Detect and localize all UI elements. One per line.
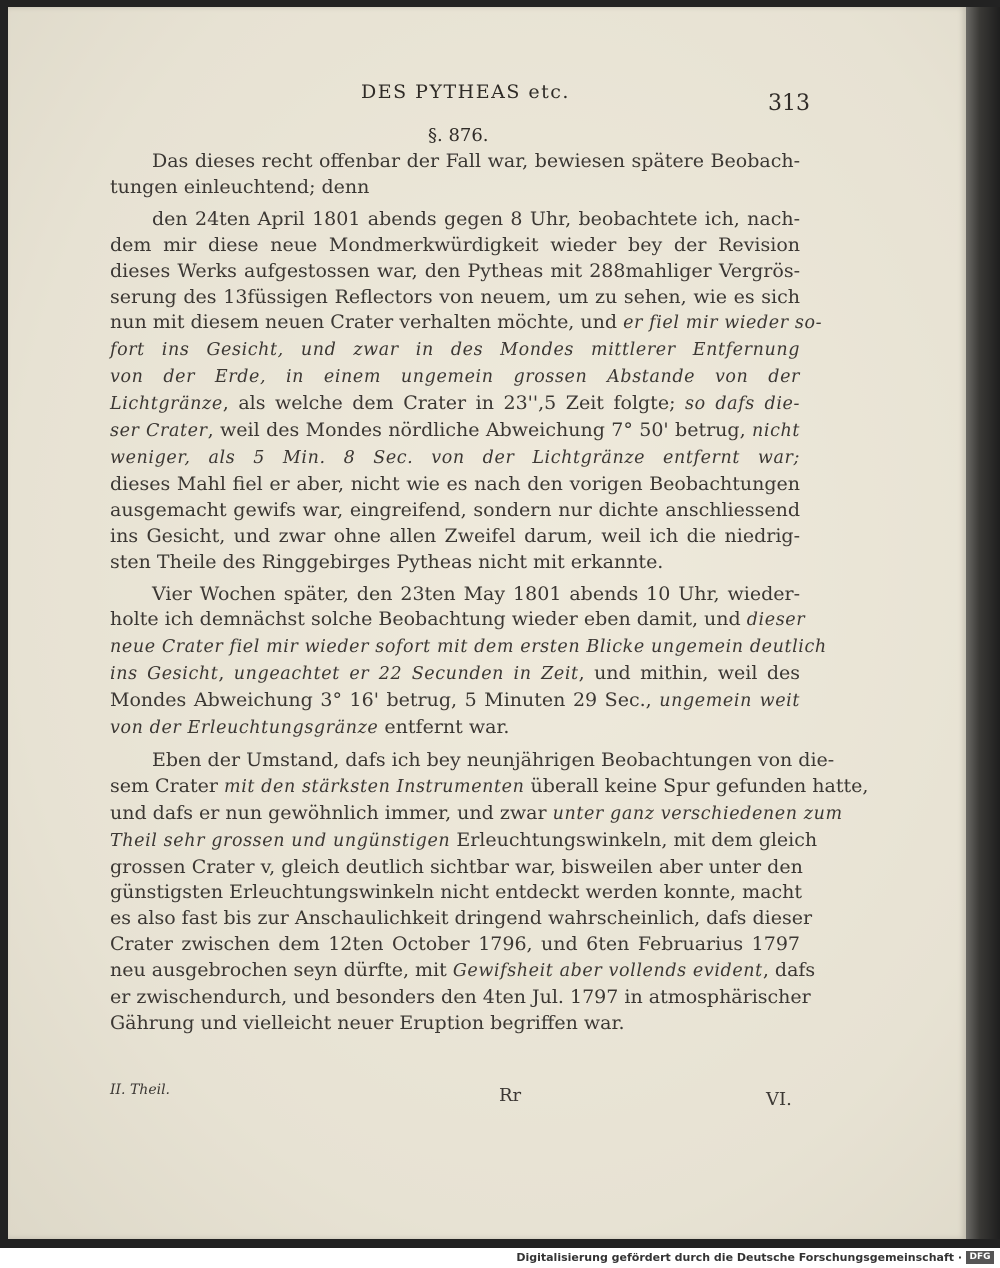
text-run: ausgemacht gewifs war, eingreifend, sondern nur dichte anschliessend — [110, 498, 800, 521]
text-run: , und mithin, weil des — [578, 662, 800, 685]
text-line — [110, 715, 800, 742]
italic-run: er fiel mir wieder so- — [623, 313, 823, 334]
paragraph — [110, 207, 823, 576]
text-run: Vier Wochen später, den 23ten May 1801 abends 10 Uhr, wieder- — [152, 582, 800, 605]
text-run: Gährung und vielleicht neuer Eruption begriffen war. — [110, 1012, 625, 1034]
text-line — [110, 498, 800, 524]
text-run: Crater zwischen dem 12ten October 1796, und 6ten Februarius 1797 — [110, 933, 800, 956]
text-run: serung des 13füssigen Reflectors von neuem, um zu sehen, wie es sich — [110, 285, 800, 308]
paragraph — [110, 748, 869, 1037]
scan-edge — [966, 7, 1000, 1239]
text-line — [110, 634, 827, 661]
italic-run: neue Crater fiel mir wieder sofort mit dem ersten Blicke ungemein deutlich — [110, 637, 827, 658]
text-run: dem mir diese neue Mondmerkwürdigkeit wieder bey der Revision — [110, 233, 800, 256]
text-line — [110, 259, 800, 285]
text-run: grossen Crater v, gleich deutlich sichtbar war, bisweilen aber unter den — [110, 855, 803, 878]
printer-signature: Rr — [499, 1085, 522, 1106]
text-line — [110, 855, 803, 881]
italic-run: Gewifsheit aber vollends evident — [452, 961, 763, 982]
italic-run: Lichtgränze — [110, 394, 223, 415]
text-line — [110, 472, 800, 498]
paragraph — [110, 582, 827, 742]
italic-run: ser Crater — [110, 421, 208, 442]
italic-run: nicht — [752, 421, 800, 442]
text-run: , dafs — [762, 959, 816, 982]
italic-run: weniger, als 5 Min. 8 Sec. von der Lichtgränze entfernt war; — [110, 447, 800, 468]
italic-run: so dafs die- — [685, 394, 800, 415]
text-line — [110, 880, 800, 906]
text-run: , — [218, 662, 234, 685]
page-number: 313 — [768, 91, 810, 116]
text-line — [110, 207, 800, 233]
text-run: sem Crater — [110, 774, 224, 797]
text-line — [110, 661, 800, 688]
body-text — [110, 149, 869, 1043]
text-line — [110, 801, 843, 828]
catchword: VI. — [766, 1089, 792, 1110]
italic-run: ungemein weit — [659, 691, 801, 712]
text-run: entfernt war. — [378, 716, 510, 739]
text-line — [110, 985, 811, 1011]
text-run: überall keine Spur gefunden hatte, — [524, 774, 869, 797]
credit-bar — [0, 1248, 1000, 1268]
italic-run: ins Gesicht — [110, 664, 219, 685]
italic-run: von der Erleuchtungsgränze — [110, 718, 379, 739]
text-line — [110, 285, 800, 311]
text-line — [110, 418, 800, 445]
text-line — [110, 391, 800, 418]
volume-note: II. Theil. — [110, 1082, 171, 1098]
text-run: ins Gesicht, und zwar ohne allen Zweifel darum, weil ich die niedrig- — [110, 524, 800, 547]
text-run: und dafs er nun gewöhnlich immer, und zwar — [110, 801, 553, 824]
text-line — [110, 337, 800, 364]
text-line — [110, 582, 800, 608]
dfg-logo-icon: DFG — [966, 1251, 994, 1264]
text-line — [110, 550, 800, 576]
text-run: Eben der Umstand, dafs ich bey neunjährigen Beobachtungen von die- — [152, 748, 835, 771]
italic-run: mit den stärksten Instrumenten — [224, 776, 525, 797]
text-line — [110, 149, 800, 175]
text-line — [110, 688, 800, 715]
paragraph — [110, 149, 800, 201]
text-run: Erleuchtungswinkeln, mit dem gleich — [450, 828, 818, 851]
text-run: den 24ten April 1801 abends gegen 8 Uhr, beobachtete ich, nach- — [152, 207, 800, 230]
text-run: holte ich demnächst solche Beobachtung wieder eben damit, und — [110, 608, 747, 631]
text-run: es also fast bis zur Anschaulichkeit dringend wahrscheinlich, dafs dieser — [110, 907, 813, 930]
text-run: Mondes Abweichung 3° 16' betrug, 5 Minuten 29 Sec., — [110, 689, 660, 712]
text-run: er zwischendurch, und besonders den 4ten Jul. 1797 in atmosphärischer — [110, 986, 811, 1009]
italic-run: dieser — [746, 610, 806, 631]
text-line — [110, 233, 800, 259]
text-line — [110, 906, 813, 932]
text-line — [110, 774, 869, 801]
text-line — [110, 828, 818, 855]
text-run: neu ausgebrochen seyn dürfte, mit — [110, 959, 453, 982]
text-run: Das dieses recht offenbar der Fall war, bewiesen spätere Beobach- — [152, 150, 800, 172]
italic-run: ungeachtet er 22 Secunden in Zeit — [233, 664, 579, 685]
italic-run: von der Erde, in einem ungemein grossen Abstande von der — [110, 367, 800, 388]
text-line — [110, 364, 800, 391]
text-line — [110, 310, 823, 337]
text-run: dieses Werks aufgestossen war, den Pytheas mit 288mahliger Vergrös- — [110, 259, 800, 282]
text-run: nun mit diesem neuen Crater verhalten möchte, und — [110, 311, 624, 334]
text-line — [110, 175, 800, 201]
text-line — [110, 607, 806, 634]
text-line — [110, 748, 835, 774]
italic-run: fort ins Gesicht, und zwar in des Mondes mittlerer Entfernung — [110, 340, 800, 361]
italic-run: Theil sehr grossen und ungünstigen — [110, 830, 451, 851]
italic-run: unter ganz verschiedenen zum — [552, 803, 843, 824]
text-run: dieses Mahl fiel er aber, nicht wie es nach den vorigen Beobachtungen — [110, 472, 800, 495]
text-run: günstigsten Erleuchtungswinkeln nicht entdeckt werden konnte, macht — [110, 881, 802, 904]
text-line — [110, 1011, 800, 1037]
text-run: sten Theile des Ringgebirges Pytheas nicht mit erkannte. — [110, 550, 664, 573]
text-line — [110, 932, 800, 958]
book-page — [8, 7, 966, 1239]
running-head: DES PYTHEAS etc. — [361, 81, 570, 103]
text-line — [110, 445, 800, 472]
text-run: , als welche dem Crater in 23'',5 Zeit folgte; — [222, 392, 685, 415]
text-line — [110, 958, 816, 985]
text-run: , weil des Mondes nördliche Abweichung 7° 50' betrug, — [207, 419, 753, 442]
section-number: §. 876. — [428, 125, 489, 146]
text-line — [110, 524, 800, 550]
credit-text: Digitalisierung gefördert durch die Deutsche Forschungsgemeinschaft · — [516, 1251, 962, 1264]
text-run: tungen einleuchtend; denn — [110, 175, 370, 198]
